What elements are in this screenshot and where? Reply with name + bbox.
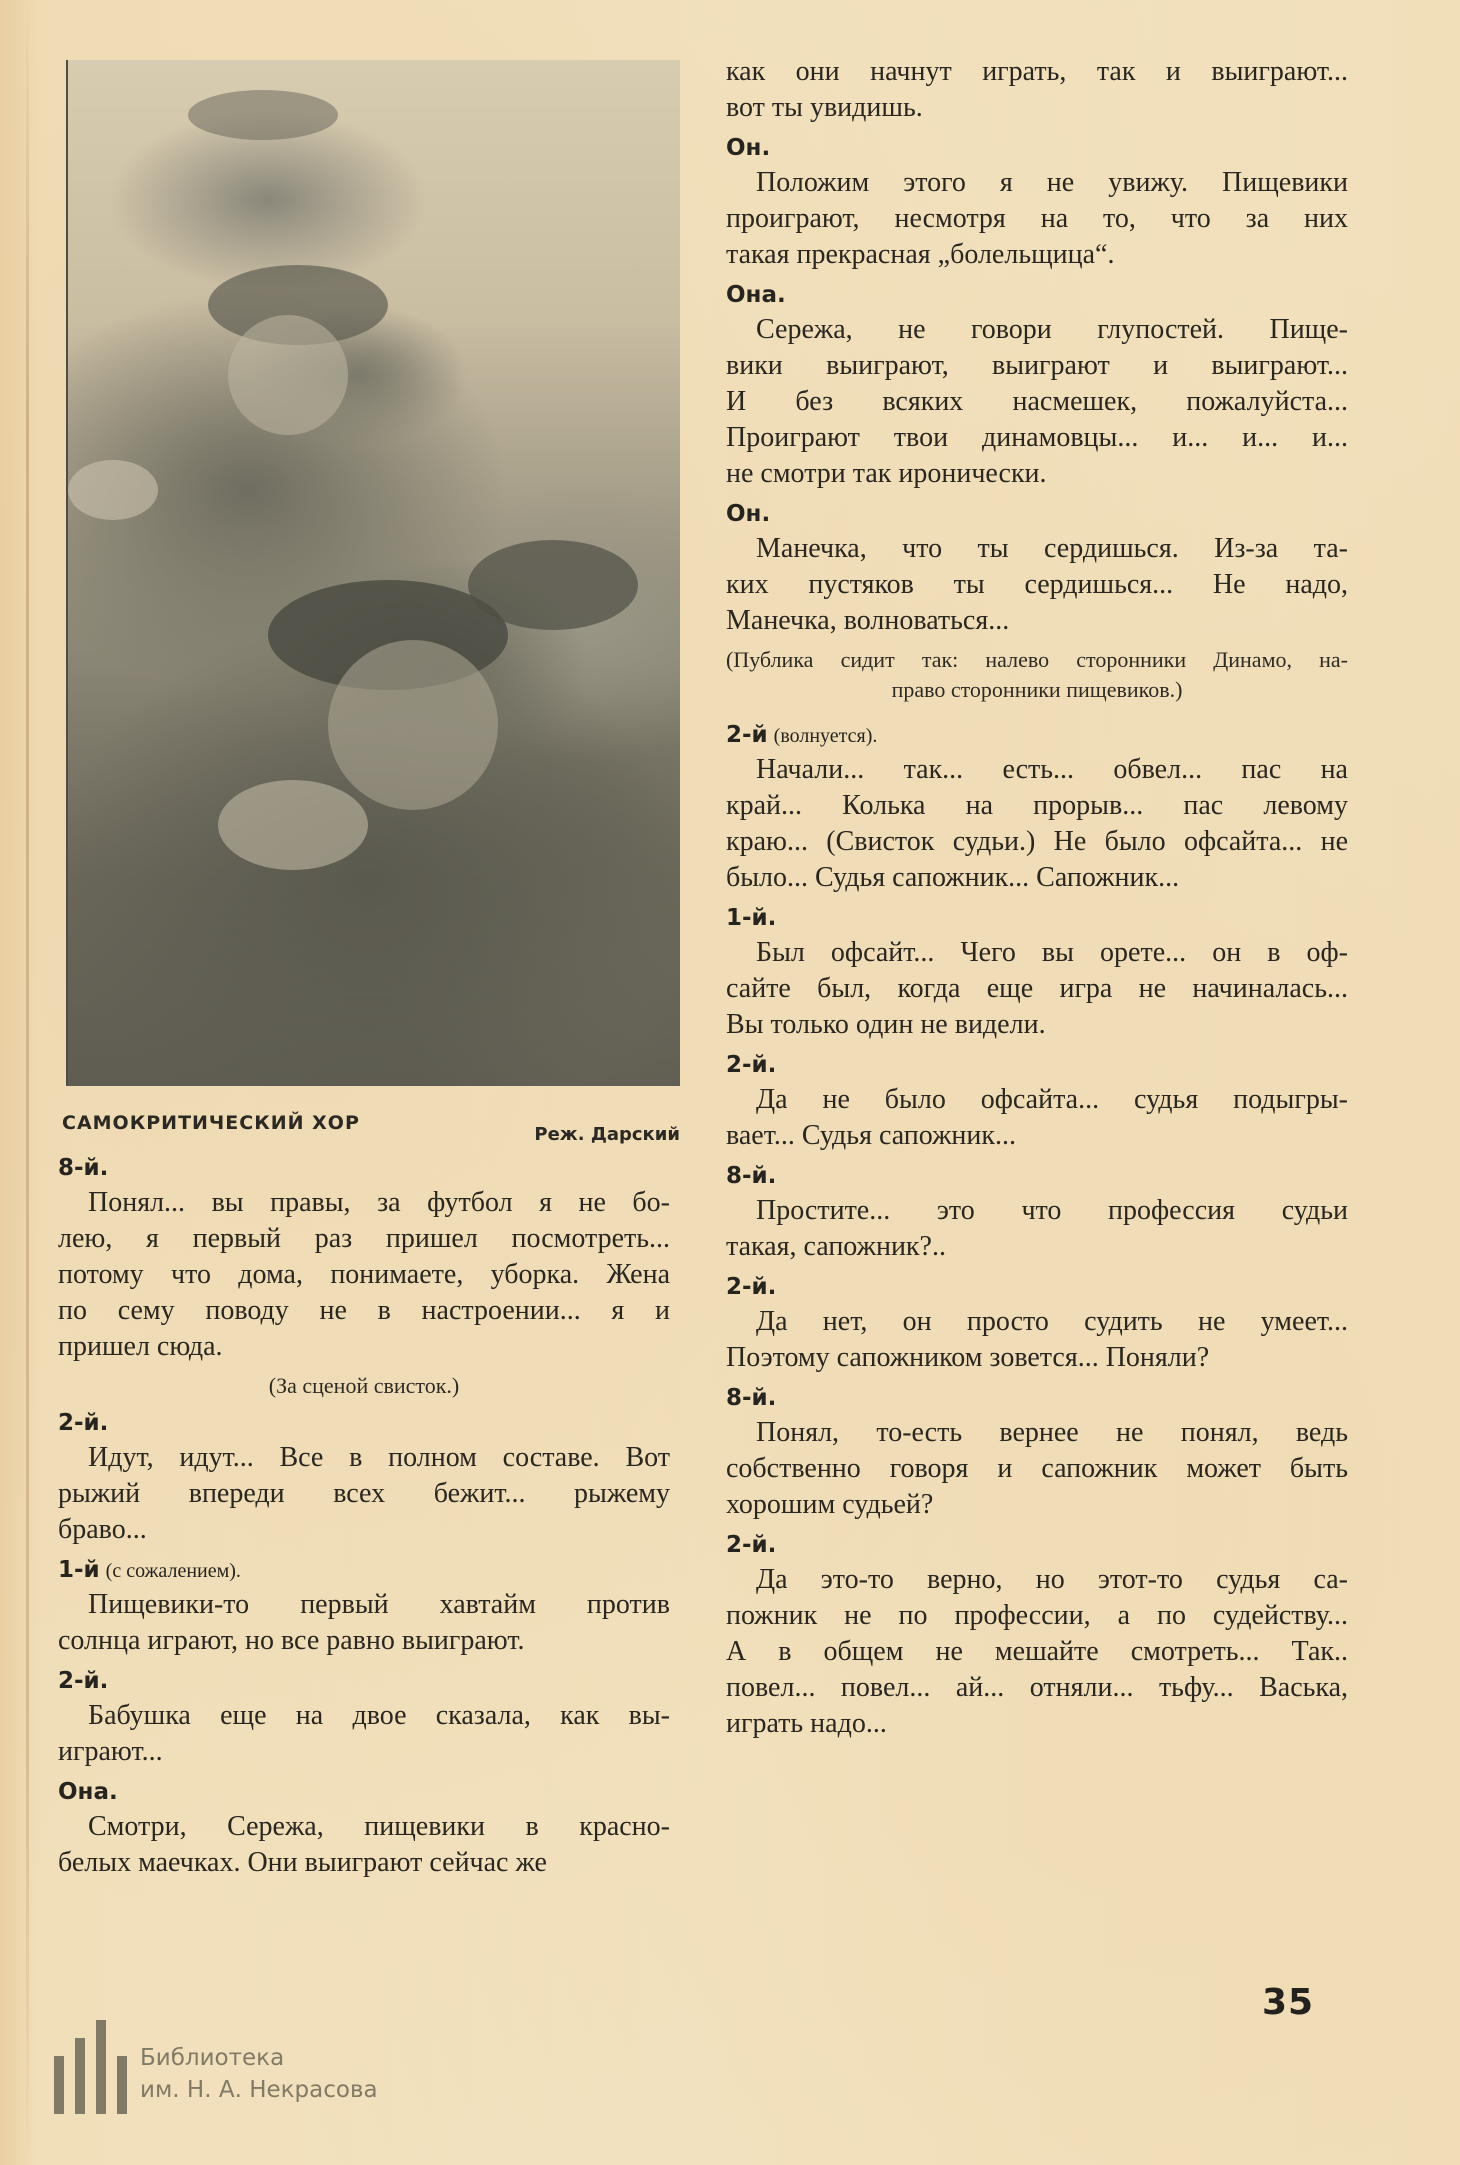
speaker-label — [726, 1382, 1348, 1415]
photo-hand-top — [68, 460, 158, 520]
text-line: было... Судья сапожник... Сапожник... — [726, 862, 1180, 893]
text-line: краю... (Свисток судьи.) Не было офсайта... не — [726, 826, 1348, 857]
page-number: 35 — [1262, 1982, 1315, 2023]
photo-caption-director: Реж. Дарский — [534, 1124, 680, 1145]
photo-figure-face-middle — [228, 315, 348, 435]
text-line: играть надо... — [726, 1708, 887, 1739]
text-line: пришел сюда. — [58, 1331, 223, 1362]
speaker-label — [726, 1160, 1348, 1193]
text-line: белых маечках. Они выиграют сейчас же — [58, 1847, 547, 1878]
speaker-name: Он. — [726, 135, 771, 161]
speaker-name: 2-й. — [726, 1052, 777, 1078]
text-line: Проиграют твои динамовцы... и... и... и... — [726, 422, 1348, 453]
text-line: повел... повел... ай... отняли... тьфу... Васька, — [726, 1672, 1348, 1703]
text-line: ких пустяков ты сердишься... Не надо, — [726, 569, 1348, 600]
logo-line-1: Библиотека — [140, 2045, 285, 2071]
dialogue-block — [726, 645, 1348, 713]
speaker-label — [726, 498, 1348, 531]
dialogue-block — [726, 1160, 1348, 1265]
speaker-name: 2-й — [726, 722, 768, 748]
speaker-name: 8-й. — [726, 1163, 777, 1189]
text-line: край... Колька на прорыв... пас левому — [726, 790, 1348, 821]
stage-direction-line: право сторонники пищевиков.) — [891, 677, 1183, 702]
text-line: такая прекрасная „болельщица“. — [726, 239, 1115, 270]
text-line: Простите... это что профессия судьи — [756, 1195, 1348, 1226]
speaker-name: 2-й. — [58, 1668, 109, 1694]
photo-figure-cap-top — [188, 90, 338, 140]
speaker-label — [726, 132, 1348, 165]
dialogue-block — [726, 498, 1348, 639]
logo-bar — [117, 2056, 127, 2114]
text-line: Понял, то-есть вернее не понял, ведь — [756, 1417, 1348, 1448]
text-line: Был офсайт... Чего вы орете... он в оф- — [756, 937, 1348, 968]
dialogue-block — [726, 54, 1348, 126]
text-line: потому что дома, понимаете, уборка. Жена — [58, 1259, 670, 1290]
text-line: Вы только один не видели. — [726, 1009, 1046, 1040]
text-line: вает... Судья сапожник... — [726, 1120, 1016, 1151]
logo-line-2: им. Н. А. Некрасова — [140, 2077, 378, 2103]
speaker-name: 2-й. — [726, 1274, 777, 1300]
text-line: Смотри, Сережа, пищевики в красно- — [88, 1811, 670, 1842]
text-line: солнца играют, но все равно выиграют. — [58, 1625, 525, 1656]
text-line: как они начнут играть, так и выиграют... — [726, 56, 1348, 87]
text-line: Манечка, волноваться... — [726, 605, 1010, 636]
photo-figure-face-front — [328, 640, 498, 810]
speaker-note: (волнуется). — [773, 725, 878, 747]
text-line: вики выиграют, выиграют и выиграют... — [726, 350, 1348, 381]
text-line: вот ты увидишь. — [726, 92, 923, 123]
speaker-label — [58, 1407, 670, 1440]
text-line: проиграют, несмотря на то, что за них — [726, 203, 1348, 234]
text-line: играют... — [58, 1736, 163, 1767]
text-line: Положим этого я не увижу. Пищевики — [756, 167, 1348, 198]
right-column — [726, 54, 1348, 1748]
speaker-name: Она. — [58, 1779, 118, 1805]
dialogue-block — [726, 1049, 1348, 1154]
dialogue-block — [726, 1271, 1348, 1376]
speaker-label — [726, 1271, 1348, 1304]
dialogue-block — [726, 1382, 1348, 1523]
dialogue-block — [58, 1554, 670, 1659]
speaker-label — [726, 1529, 1348, 1562]
logo-bar — [96, 2020, 106, 2114]
speaker-name: 8-й. — [58, 1155, 109, 1181]
dialogue-block — [726, 719, 1348, 896]
speaker-name: Она. — [726, 282, 786, 308]
speaker-name: 2-й. — [58, 1410, 109, 1436]
stage-direction-line: (Публика сидит так: налево сторонники Динамо, на- — [726, 647, 1348, 672]
logo-bar — [54, 2056, 64, 2114]
text-line: Да нет, он просто судить не умеет... — [756, 1306, 1348, 1337]
speaker-name: 1-й — [58, 1557, 100, 1583]
text-line: пожник не по профессии, а по судейству... — [726, 1600, 1348, 1631]
text-line: собственно говоря и сапожник может быть — [726, 1453, 1348, 1484]
text-line: такая, сапожник?.. — [726, 1231, 946, 1262]
text-line: Манечка, что ты сердишься. Из-за та- — [756, 533, 1348, 564]
stage-direction: (За сценой свисток.) — [268, 1373, 460, 1398]
text-line: не смотри так иронически. — [726, 458, 1047, 489]
speaker-name: 2-й. — [726, 1532, 777, 1558]
dialogue-block — [58, 1371, 670, 1401]
page-edge-line — [26, 0, 29, 2165]
dialogue-block — [58, 1407, 670, 1548]
speaker-label — [58, 1665, 670, 1698]
speaker-name: 1-й. — [726, 905, 777, 931]
text-line: сайте был, когда еще игра не начиналась... — [726, 973, 1348, 1004]
text-line: хорошим судьей? — [726, 1489, 934, 1520]
dialogue-block — [726, 279, 1348, 492]
text-line: лею, я первый раз пришел посмотреть... — [58, 1223, 670, 1254]
text-line: А в общем не мешайте смотреть... Так.. — [726, 1636, 1348, 1667]
library-logo — [52, 2022, 392, 2122]
speaker-name: Он. — [726, 501, 771, 527]
speaker-label — [58, 1776, 670, 1809]
dialogue-block — [726, 1529, 1348, 1742]
speaker-label — [726, 1049, 1348, 1082]
photo-caption-title: САМОКРИТИЧЕСКИЙ ХОР — [62, 1112, 360, 1134]
text-line: Пищевики-то первый хавтайм против — [88, 1589, 670, 1620]
dialogue-block — [58, 1776, 670, 1881]
speaker-label — [58, 1152, 670, 1185]
text-line: Да это-то верно, но этот-то судья са- — [756, 1564, 1348, 1595]
text-line: Понял... вы правы, за футбол я не бо- — [88, 1187, 670, 1218]
logo-bar — [75, 2038, 85, 2114]
speaker-name: 8-й. — [726, 1385, 777, 1411]
logo-text — [140, 2042, 378, 2106]
text-line: Да не было офсайта... судья подыгры- — [756, 1084, 1348, 1115]
speaker-label — [726, 279, 1348, 312]
text-line: Начали... так... есть... обвел... пас на — [756, 754, 1348, 785]
speaker-note: (с сожалением). — [105, 1560, 241, 1582]
dialogue-block — [726, 132, 1348, 273]
text-line: Сережа, не говори глупостей. Пище- — [756, 314, 1348, 345]
speaker-label — [726, 902, 1348, 935]
text-line: рыжий впереди всех бежит... рыжему — [58, 1478, 670, 1509]
photo-figure-cap-right — [468, 540, 638, 630]
text-line: браво... — [58, 1514, 147, 1545]
dialogue-block — [726, 902, 1348, 1043]
text-line: Идут, идут... Все в полном составе. Вот — [88, 1442, 670, 1473]
spacer — [726, 705, 1348, 713]
dialogue-block — [58, 1665, 670, 1770]
text-line: Бабушка еще на двое сказала, как вы- — [88, 1700, 670, 1731]
dialogue-block — [58, 1152, 670, 1365]
speaker-label — [726, 719, 1348, 752]
text-line: по сему поводу не в настроении... я и — [58, 1295, 670, 1326]
left-column — [58, 1152, 670, 1887]
text-line: Поэтому сапожником зовется... Поняли? — [726, 1342, 1210, 1373]
photo-hand — [218, 780, 368, 870]
text-line: И без всяких насмешек, пожалуйста... — [726, 386, 1348, 417]
photograph — [66, 60, 680, 1086]
speaker-label — [58, 1554, 670, 1587]
